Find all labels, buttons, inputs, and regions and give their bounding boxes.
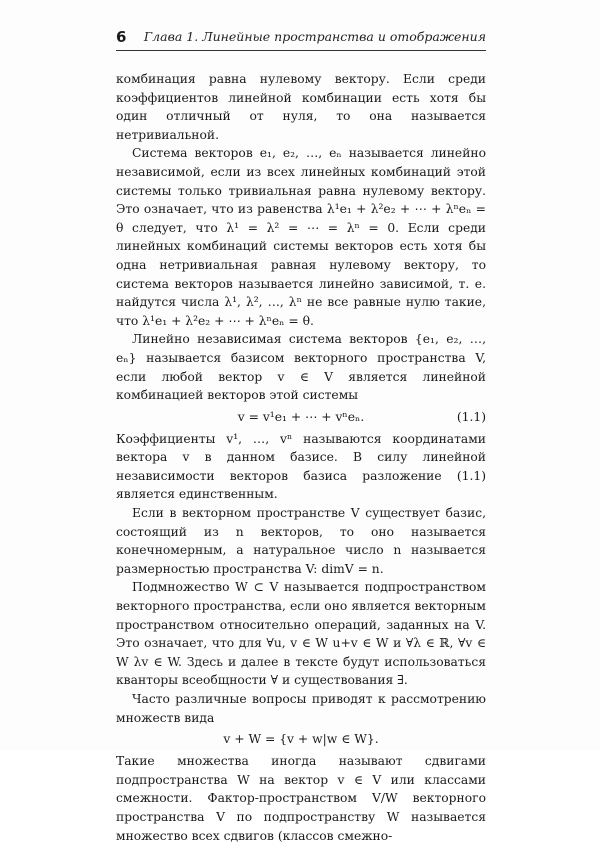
page-header — [116, 28, 486, 51]
paragraph-2: Система векторов e₁, e₂, …, eₙ называется линейно независимой, если из всех линейных комбинаций этой системы только тривиальная равна нулевому вектору. Это означает, что из равенства λ¹e₁ + λ²e₂ + ⋯ + λⁿeₙ = θ следует, что λ¹ = λ² = ⋯ = λⁿ = 0. Если среди линейных комбинаций системы векторов есть хотя бы одна нетривиальная равная нулевому вектору, то система векторов называется линейно зависимой, т. е. найдутся числа λ¹, λ², …, λⁿ не все равные нулю такие, что λ¹e₁ + λ²e₂ + ⋯ + λⁿeₙ = θ. — [116, 146, 486, 328]
page-body — [116, 70, 486, 845]
paragraph-7: Часто различные вопросы приводят к рассмотрению множеств вида — [116, 692, 486, 725]
paragraph-8: Такие множества иногда называют сдвигами подпространства W на вектор v ∈ V или классами смежности. Фактор-пространством V/W векторного пространства V по подпространству W называется множество всех сдвигов (классов смежно- — [116, 754, 486, 843]
paragraph-1: комбинация равна нулевому вектору. Если среди коэффициентов линейной комбинации есть хотя бы один отличный от нуля, то она называется нетривиальной. — [116, 72, 486, 142]
paragraph-5: Если в векторном пространстве V существует базис, состоящий из n векторов, то оно называется конечномерным, а натуральное число n называется размерностью пространства V: dimV = n. — [116, 506, 486, 576]
paragraph-4: Коэффициенты v¹, …, vⁿ называются координатами вектора v в данном базисе. В силу линейной независимости векторов базиса разложение (1.1) является единственным. — [116, 431, 486, 502]
paragraph-6: Подмножество W ⊂ V называется подпространством векторного пространства, если оно является векторным пространством относительно операций, заданных на V. Это означает, что для ∀u, v ∈ W u+v ∈ W и ∀λ ∈ ℝ, ∀v ∈ W λv ∈ W. Здесь и далее в тексте будут использоваться кванторы всеобщности ∀ и существования ∃. — [116, 580, 486, 688]
equation-1-1-number: (1.1) — [456, 409, 486, 424]
equation-2 — [116, 729, 486, 750]
equation-2-body: v + W = {v + w|w ∈ W}. — [223, 732, 379, 747]
running-title: Глава 1. Линейные пространства и отображения — [143, 29, 486, 44]
page-number: 6 — [116, 28, 127, 46]
equation-1-1-body: v = v¹e₁ + ⋯ + vⁿeₙ. — [237, 409, 365, 424]
equation-1-1 — [116, 407, 486, 428]
paragraph-3: Линейно независимая система векторов {e₁, e₂, …, eₙ} называется базисом векторного пространства V, если любой вектор v ∈ V является линейной комбинацией векторов этой системы — [116, 332, 486, 403]
